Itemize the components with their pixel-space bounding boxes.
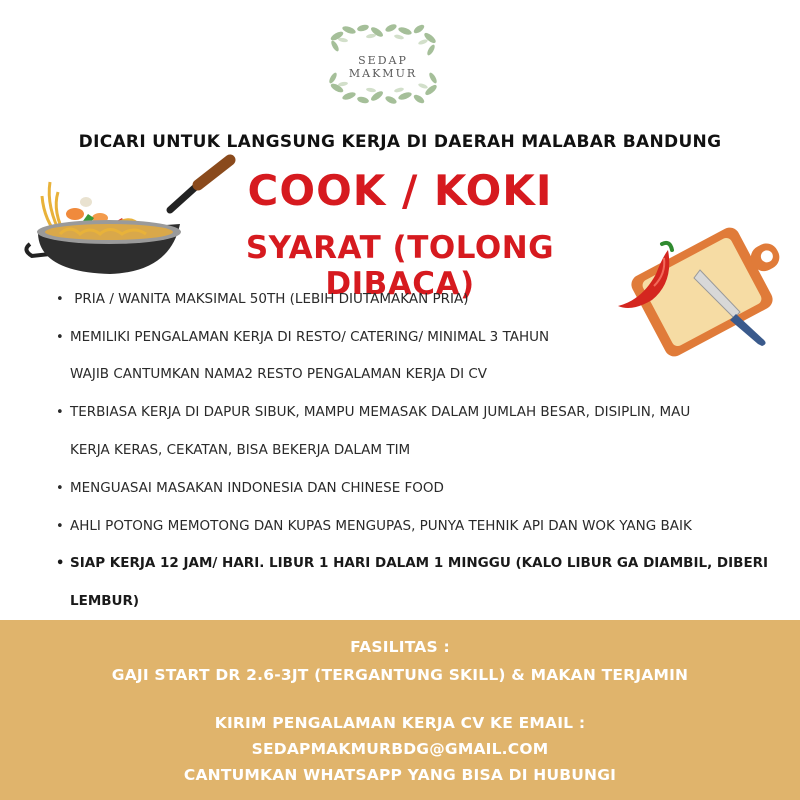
job-title: COOK / KOKI: [247, 166, 553, 215]
requirements-heading: SYARAT (TOLONG DIBACA): [245, 230, 555, 302]
requirement-item-continuation: [70, 592, 800, 610]
bullet-icon: •: [56, 556, 65, 571]
facilities-label: FASILITAS :: [350, 638, 450, 656]
salary-text: GAJI START DR 2.6-3JT (TERGANTUNG SKILL) & MAKAN TERJAMIN: [111, 666, 689, 684]
requirement-item: [56, 403, 796, 422]
requirement-item: [56, 328, 796, 347]
requirement-text: LEMBUR): [70, 593, 140, 609]
requirement-text: WAJIB CANTUMKAN NAMA2 RESTO PENGALAMAN KERJA DI CV: [70, 366, 488, 382]
footer-panel: [0, 620, 800, 800]
whatsapp-note: CANTUMKAN WHATSAPP YANG BISA DI HUBUNGI: [183, 766, 617, 784]
requirement-item-continuation: [70, 365, 800, 383]
headline: DICARI UNTUK LANGSUNG KERJA DI DAERAH MALABAR BANDUNG: [78, 132, 722, 152]
requirement-text: PRIA / WANITA MAKSIMAL 50TH (LEBIH DIUTAMAKAN PRIA): [70, 291, 469, 307]
requirement-item: [56, 554, 796, 573]
brand-logo: [327, 22, 439, 106]
bullet-icon: •: [56, 405, 64, 420]
bullet-icon: •: [56, 481, 64, 496]
requirement-text: SIAP KERJA 12 JAM/ HARI. LIBUR 1 HARI DALAM 1 MINGGU (KALO LIBUR GA DIAMBIL, DIBERI: [70, 555, 769, 571]
requirement-item-continuation: [70, 441, 800, 459]
bullet-icon: •: [56, 519, 64, 534]
requirement-item: [56, 290, 796, 309]
requirement-text: AHLI POTONG MEMOTONG DAN KUPAS MENGUPAS, PUNYA TEHNIK API DAN WOK YANG BAIK: [70, 518, 692, 534]
bullet-icon: •: [56, 292, 64, 307]
email-address[interactable]: SEDAPMAKMURBDG@GMAIL.COM: [251, 740, 549, 758]
logo-text-line2: MAKMUR: [348, 67, 418, 80]
requirement-text: MEMILIKI PENGALAMAN KERJA DI RESTO/ CATERING/ MINIMAL 3 TAHUN: [70, 329, 550, 345]
logo-text-line1: SEDAP: [358, 54, 408, 67]
requirement-text: TERBIASA KERJA DI DAPUR SIBUK, MAMPU MEMASAK DALAM JUMLAH BESAR, DISIPLIN, MAU: [70, 404, 691, 420]
bullet-icon: •: [56, 330, 64, 345]
requirement-text: KERJA KERAS, CEKATAN, BISA BEKERJA DALAM TIM: [70, 442, 411, 458]
requirement-item: [56, 517, 796, 536]
requirement-text: MENGUASAI MASAKAN INDONESIA DAN CHINESE FOOD: [70, 480, 444, 496]
requirement-item: [56, 479, 796, 498]
send-cv-text: KIRIM PENGALAMAN KERJA CV KE EMAIL :: [214, 714, 586, 732]
